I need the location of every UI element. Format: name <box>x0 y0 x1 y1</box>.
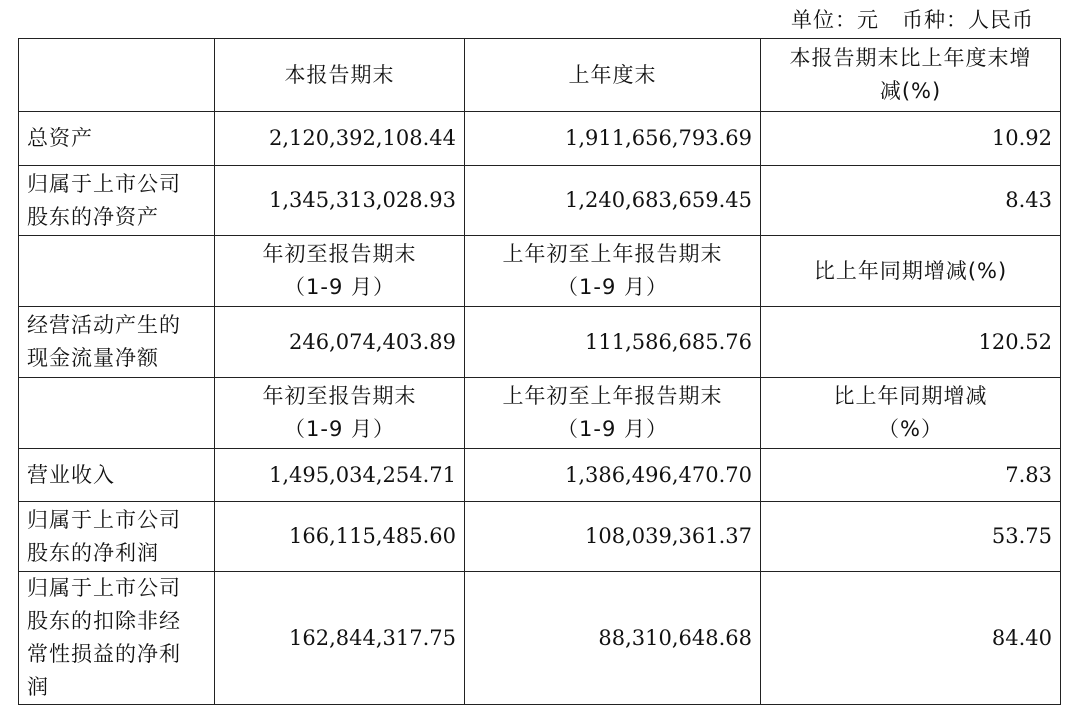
table-row-operating-cash-flow <box>19 307 1061 378</box>
header-ytd-prior <box>465 236 761 307</box>
header-empty-cell <box>19 236 215 307</box>
row-label-net-assets-line1: 归属于上市公司 <box>27 171 181 196</box>
row-label-operating-cash-flow <box>19 307 215 378</box>
header-empty-cell <box>19 39 215 112</box>
net-assets-prior: 1,240,683,659.45 <box>465 166 761 236</box>
row-label-net-assets <box>19 166 215 236</box>
table-row-total-assets <box>19 112 1061 166</box>
net-assets-change: 8.43 <box>761 166 1061 236</box>
header-change-line1: 本报告期末比上年度末增 <box>789 46 1032 70</box>
table-row-net-profit <box>19 502 1061 572</box>
header-ytd-current-line1: 年初至报告期末 <box>262 242 417 266</box>
header-ytd-prior-line1: 上年初至上年报告期末 <box>502 242 723 266</box>
header-row-ytd <box>19 236 1061 307</box>
header-ytd-prior-income <box>465 378 761 449</box>
row-label-net-profit-deducted-line1: 归属于上市公司 <box>27 576 181 600</box>
total-assets-prior: 1,911,656,793.69 <box>465 112 761 166</box>
table-row-net-profit-deducted <box>19 572 1061 705</box>
header-ytd-current-income-line2: （1-9 月） <box>284 417 395 441</box>
header-row-period-end <box>19 39 1061 112</box>
row-label-net-profit-deducted <box>19 572 215 705</box>
header-current-period-end: 本报告期末 <box>215 39 465 112</box>
table-row-revenue <box>19 449 1061 502</box>
header-yoy-change-income-line1: 比上年同期增减 <box>833 384 988 408</box>
header-ytd-current-line2: （1-9 月） <box>284 275 395 299</box>
header-prior-year-end: 上年度末 <box>465 39 761 112</box>
header-change-percent <box>761 39 1061 112</box>
net-assets-current: 1,345,313,028.93 <box>215 166 465 236</box>
revenue-current: 1,495,034,254.71 <box>215 449 465 502</box>
row-label-net-profit <box>19 502 215 572</box>
table-row-net-assets <box>19 166 1061 236</box>
row-label-operating-cash-flow-line2: 现金流量净额 <box>27 346 159 370</box>
row-label-total-assets: 总资产 <box>19 112 215 166</box>
revenue-prior: 1,386,496,470.70 <box>465 449 761 502</box>
header-ytd-current-income-line1: 年初至报告期末 <box>262 384 417 408</box>
total-assets-current: 2,120,392,108.44 <box>215 112 465 166</box>
header-yoy-change-income-line2: （%） <box>878 417 943 441</box>
header-yoy-change: 比上年同期增减(%) <box>761 236 1061 307</box>
net-profit-deducted-change: 84.40 <box>761 572 1061 705</box>
net-profit-deducted-prior: 88,310,648.68 <box>465 572 761 705</box>
operating-cash-prior: 111,586,685.76 <box>465 307 761 378</box>
header-empty-cell <box>19 378 215 449</box>
row-label-net-profit-deducted-line3: 常性损益的净利 <box>27 642 181 666</box>
header-yoy-change-income <box>761 378 1061 449</box>
header-ytd-prior-line2: （1-9 月） <box>557 275 668 299</box>
row-label-revenue: 营业收入 <box>19 449 215 502</box>
header-row-ytd-income <box>19 378 1061 449</box>
net-profit-deducted-current: 162,844,317.75 <box>215 572 465 705</box>
header-ytd-current-income <box>215 378 465 449</box>
row-label-net-profit-deducted-line2: 股东的扣除非经 <box>27 609 181 633</box>
operating-cash-change: 120.52 <box>761 307 1061 378</box>
net-profit-prior: 108,039,361.37 <box>465 502 761 572</box>
net-profit-change: 53.75 <box>761 502 1061 572</box>
row-label-net-profit-line2: 股东的净利润 <box>27 540 159 565</box>
row-label-net-profit-line1: 归属于上市公司 <box>27 507 181 532</box>
row-label-net-profit-deducted-line4: 润 <box>27 675 49 699</box>
row-label-operating-cash-flow-line1: 经营活动产生的 <box>27 313 181 337</box>
unit-currency-note: 单位：元 币种：人民币 <box>790 8 1034 32</box>
header-ytd-prior-income-line1: 上年初至上年报告期末 <box>502 384 723 408</box>
operating-cash-current: 246,074,403.89 <box>215 307 465 378</box>
revenue-change: 7.83 <box>761 449 1061 502</box>
row-label-net-assets-line2: 股东的净资产 <box>27 204 159 229</box>
financial-summary-table <box>18 38 1061 705</box>
header-ytd-prior-income-line2: （1-9 月） <box>557 417 668 441</box>
header-ytd-current <box>215 236 465 307</box>
total-assets-change: 10.92 <box>761 112 1061 166</box>
net-profit-current: 166,115,485.60 <box>215 502 465 572</box>
header-change-line2: 减(%) <box>879 79 942 103</box>
